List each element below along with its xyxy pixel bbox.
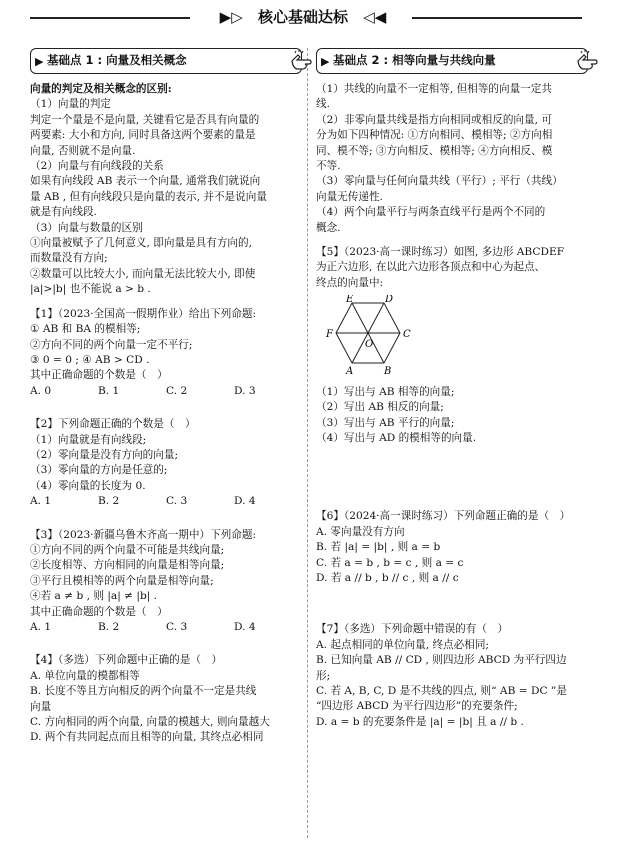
text-line: B. 长度不等且方向相反的两个向量不一定是共线 — [30, 685, 257, 698]
text-line: 而数量没有方向; — [30, 252, 108, 265]
answer-options — [30, 494, 302, 509]
spacer — [316, 446, 588, 455]
text-line: （1）写出与 AB 相等的向量; — [316, 385, 455, 398]
answer-option: B. 2 — [98, 495, 120, 508]
text-line: 其中正确命题的个数是（ ） — [30, 369, 168, 382]
answer-option: A. 0 — [30, 384, 52, 397]
text-line: 分为如下四种情况: ①方向相同、模相等; ②方向相 — [316, 129, 553, 142]
text-line: 向量 — [30, 700, 52, 713]
answer-options — [30, 384, 302, 399]
answer-option: D. 3 — [234, 384, 256, 397]
answer-options — [30, 620, 302, 635]
answer-option: A. 1 — [30, 495, 52, 508]
hex-label-e: E — [346, 295, 354, 306]
spacer — [316, 604, 588, 622]
text-line: （4）写出与 AD 的模相等的向量. — [316, 431, 477, 444]
text-line: 【1】（2023·全国高一假期作业）给出下列命题: — [30, 307, 257, 320]
spacer — [316, 473, 588, 491]
answer-option: C. 2 — [166, 384, 188, 397]
text-line: 终点的向量中: — [316, 276, 384, 289]
text-line: 向量无传递性. — [316, 190, 383, 203]
text-line: ①向量被赋予了几何意义, 即向量是具有方向的, — [30, 237, 252, 250]
answer-option: D. 4 — [234, 495, 256, 508]
text-line: （3）写出与 AB 平行的向量; — [316, 416, 455, 429]
text-line: 【6】（2024·高一课时练习）下列命题正确的是（ ） — [316, 510, 571, 523]
header-title-wrap — [198, 6, 408, 27]
spacer — [316, 586, 588, 604]
text-line: C. 方向相同的两个向量, 向量的模越大, 则向量越大 — [30, 716, 270, 729]
text-line: ②数量可以比较大小, 而向量无法比较大小, 即使 — [30, 267, 256, 280]
text-line: B. 已知向量 AB // CD , 则四边形 ABCD 为平行四边 — [316, 654, 567, 667]
text-line: 向量的判定及相关概念的区别: — [30, 83, 172, 95]
spacer — [30, 399, 302, 417]
text-line: （4）两个向量平行与两条直线平行是两个不同的 — [316, 206, 546, 219]
right-content-b — [316, 385, 588, 731]
text-line: ②方向不同的两个向量一定不平行; — [30, 338, 193, 351]
spacer — [316, 455, 588, 473]
answer-option: B. 2 — [98, 621, 120, 633]
text-line: 其中正确命题的个数是（ ） — [30, 605, 168, 618]
text-line: 【2】下列命题正确的个数是（ ） — [30, 418, 196, 431]
text-line: ③ 0 = 0 ; ④ AB > CD . — [30, 353, 150, 366]
answer-option: C. 3 — [166, 495, 188, 508]
text-line: ②长度相等、方向相同的向量是相等向量; — [30, 559, 225, 572]
text-line: A. 起点相同的单位向量, 终点必相同; — [316, 638, 490, 651]
text-line: 【7】（多选）下列命题中错误的有（ ） — [316, 623, 509, 636]
pointing-hand-icon — [289, 49, 315, 73]
text-line: 【3】（2023·新疆乌鲁木齐高一期中）下列命题: — [30, 528, 257, 541]
text-line: 量 AB , 但有向线段只是向量的表示, 并不是说向量 — [30, 190, 267, 203]
text-line: （2）非零向量共线是指方向相同或相反的向量, 可 — [316, 113, 552, 126]
text-line: 就是有向线段. — [30, 206, 97, 219]
text-line: （1）向量的判定 — [30, 98, 111, 111]
text-line: ③平行且模相等的两个向量是相等向量; — [30, 574, 214, 587]
text-line: （3）向量与数量的区别 — [30, 221, 143, 234]
text-line: （1）向量就是有向线段; — [30, 433, 147, 446]
text-line: D. 两个有共同起点而且相等的向量, 其终点必相同 — [30, 731, 264, 744]
text-line: 线. — [316, 98, 330, 111]
text-line: 如果有向线段 AB 表示一个向量, 通常我们就说向 — [30, 175, 261, 188]
right-column — [316, 48, 588, 730]
section-title-2: 基础点 2 : 相等向量与共线向量 — [333, 53, 496, 67]
play-icon: ▶ — [35, 55, 44, 68]
spacer — [316, 491, 588, 509]
text-line: C. 若 a = b , b = c , 则 a = c — [316, 556, 464, 569]
text-line: |a|>|b| 也不能说 a > b . — [30, 283, 151, 296]
text-line: 判定一个量是不是向量, 关键看它是否具有向量的 — [30, 113, 260, 126]
hex-label-d: D — [385, 295, 394, 306]
hexagon-figure — [324, 295, 424, 377]
play-icon: ▶ — [321, 55, 330, 68]
text-line: ④若 a ≠ b , 则 |a| ≠ |b| . — [30, 590, 158, 603]
text-line: 概念. — [316, 221, 341, 234]
text-line: A. 零向量没有方向 — [316, 525, 405, 538]
section-header-2 — [316, 48, 588, 74]
text-line: 向量, 否则就不是向量. — [30, 144, 136, 157]
text-line: B. 若 |a| = |b| , 则 a = b — [316, 541, 441, 554]
header-title: 核心基础达标 — [257, 8, 348, 26]
text-line: “四边形 ABCD 为平行四边形”的充要条件; — [316, 700, 518, 713]
left-content — [30, 82, 302, 746]
header-right-arrows: ◁◀ — [363, 8, 387, 26]
header-left-arrows: ▶▷ — [219, 8, 243, 26]
text-line: 两要素: 大小和方向, 同时具备这两个要素的量是 — [30, 129, 256, 142]
text-line: 形; — [316, 669, 331, 682]
text-line: 同、模不等; ③方向相反、模相等; ④方向相反、模 — [316, 144, 553, 157]
hex-label-b: B — [384, 366, 392, 378]
hex-label-c: C — [403, 329, 411, 341]
text-line: （2）写出 AB 相反的向量; — [316, 401, 444, 414]
header-rule-right — [412, 17, 582, 19]
text-line: D. a = b 的充要条件是 |a| = |b| 且 a // b . — [316, 715, 524, 728]
pointing-hand-icon — [575, 49, 601, 73]
answer-option: B. 1 — [98, 384, 120, 397]
hex-label-a: A — [346, 366, 354, 378]
spacer — [30, 298, 302, 307]
hex-label-f: F — [326, 329, 333, 341]
spacer — [30, 510, 302, 528]
text-line: （3）零向量与任何向量共线（平行）; 平行（共线） — [316, 175, 563, 188]
text-line: 为正六边形, 在以此六边形各顶点和中心为起点、 — [316, 261, 546, 274]
text-line: （2）向量与有向线段的关系 — [30, 160, 164, 173]
text-line: （3）零向量的方向是任意的; — [30, 464, 168, 477]
hex-label-o: O — [365, 339, 374, 351]
section-title-1: 基础点 1 : 向量及相关概念 — [47, 53, 187, 67]
header-rule-left — [30, 17, 190, 19]
answer-option: A. 1 — [30, 621, 52, 633]
answer-option: D. 4 — [234, 621, 256, 633]
text-line: （4）零向量的长度为 0. — [30, 479, 146, 492]
text-line: ①方向不同的两个向量不可能是共线向量; — [30, 543, 225, 556]
text-line: （2）零向量是没有方向的向量; — [30, 448, 179, 461]
text-line: C. 若 A, B, C, D 是不共线的四点, 则“ AB = DC ”是 — [316, 684, 567, 697]
left-column — [30, 48, 302, 746]
spacer — [316, 236, 588, 245]
text-line: 【5】（2023·高一课时练习）如图, 多边形 ABCDEF — [316, 246, 565, 259]
section-header-1 — [30, 48, 302, 74]
page-header — [0, 6, 620, 32]
text-line: （1）共线的向量不一定相等, 但相等的向量一定共 — [316, 83, 552, 95]
spacer — [30, 635, 302, 653]
text-line: 【4】（多选）下列命题中正确的是（ ） — [30, 654, 223, 667]
text-line: A. 单位向量的模都相等 — [30, 669, 140, 682]
text-line: ① AB 和 BA 的模相等; — [30, 323, 141, 336]
column-divider — [307, 48, 308, 838]
text-line: 不等. — [316, 160, 341, 173]
right-content-a — [316, 82, 588, 291]
answer-option: C. 3 — [166, 621, 188, 633]
text-line: D. 若 a // b , b // c , 则 a // c — [316, 571, 459, 584]
